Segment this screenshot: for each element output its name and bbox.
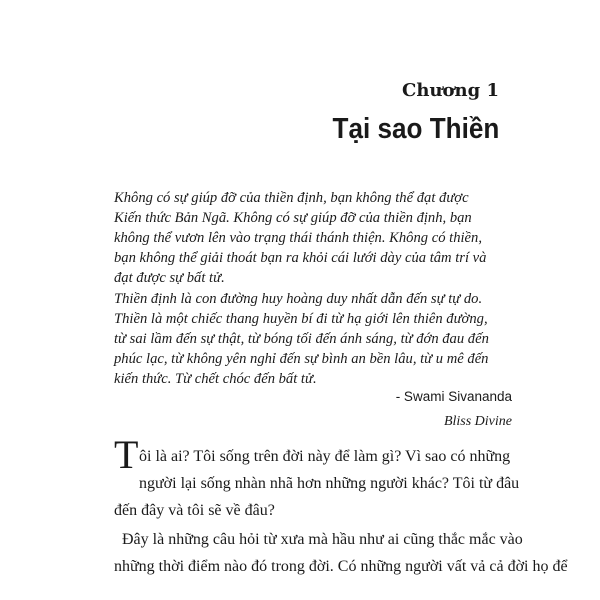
- epigraph-line: phúc lạc, từ không yên nghỉ đến sự bình an bền lâu, từ u mê đến: [114, 351, 489, 367]
- chapter-number: Chương 1: [402, 80, 499, 101]
- drop-cap: T: [114, 432, 139, 477]
- epigraph-line: đạt được sự bất tử.: [114, 270, 225, 286]
- body-line: những thời điểm nào đó trong đời. Có những người vất vả cả đời họ để: [114, 558, 568, 575]
- epigraph-line: không thể vươn lên vào trạng thái thánh thiện. Không có thiền,: [114, 230, 482, 246]
- body-paragraph-1: [114, 443, 520, 524]
- epigraph-line: kiến thức. Từ chết chóc đến bất tử.: [114, 371, 317, 387]
- epigraph-paragraph-1: [114, 188, 514, 288]
- epigraph-attribution: - Swami Sivananda: [395, 389, 512, 404]
- body-paragraph-2: [114, 526, 568, 580]
- epigraph-line: từ sai lầm đến sự thật, từ bóng tối đến ánh sáng, từ đớn đau đến: [114, 331, 489, 347]
- epigraph-line: Thiền là một chiếc thang huyền bí đi từ hạ giới lên thiên đường,: [114, 311, 488, 327]
- epigraph-line: Thiền định là con đường huy hoàng duy nhất dẫn đến sự tự do.: [114, 291, 483, 307]
- epigraph-source: Bliss Divine: [443, 414, 512, 429]
- body-line: đến đây và tôi sẽ về đâu?: [114, 502, 275, 519]
- epigraph-line: Không có sự giúp đỡ của thiền định, bạn không thể đạt được: [114, 190, 469, 206]
- body-line: Đây là những câu hỏi từ xưa mà hầu như ai cũng thắc mắc vào: [122, 531, 523, 548]
- chapter-title: Tại sao Thiền: [332, 113, 499, 145]
- body-line: người lại sống nhàn nhã hơn những người khác? Tôi từ đâu: [139, 475, 520, 492]
- epigraph-paragraph-2: [114, 289, 514, 389]
- epigraph-line: Kiến thức Bản Ngã. Không có sự giúp đỡ của thiền định, bạn: [114, 210, 472, 226]
- epigraph-line: bạn không thể giải thoát bạn ra khỏi cái lưới dày của tâm trí và: [114, 250, 487, 266]
- body-line: ôi là ai? Tôi sống trên đời này để làm gì? Vì sao có những: [139, 448, 511, 465]
